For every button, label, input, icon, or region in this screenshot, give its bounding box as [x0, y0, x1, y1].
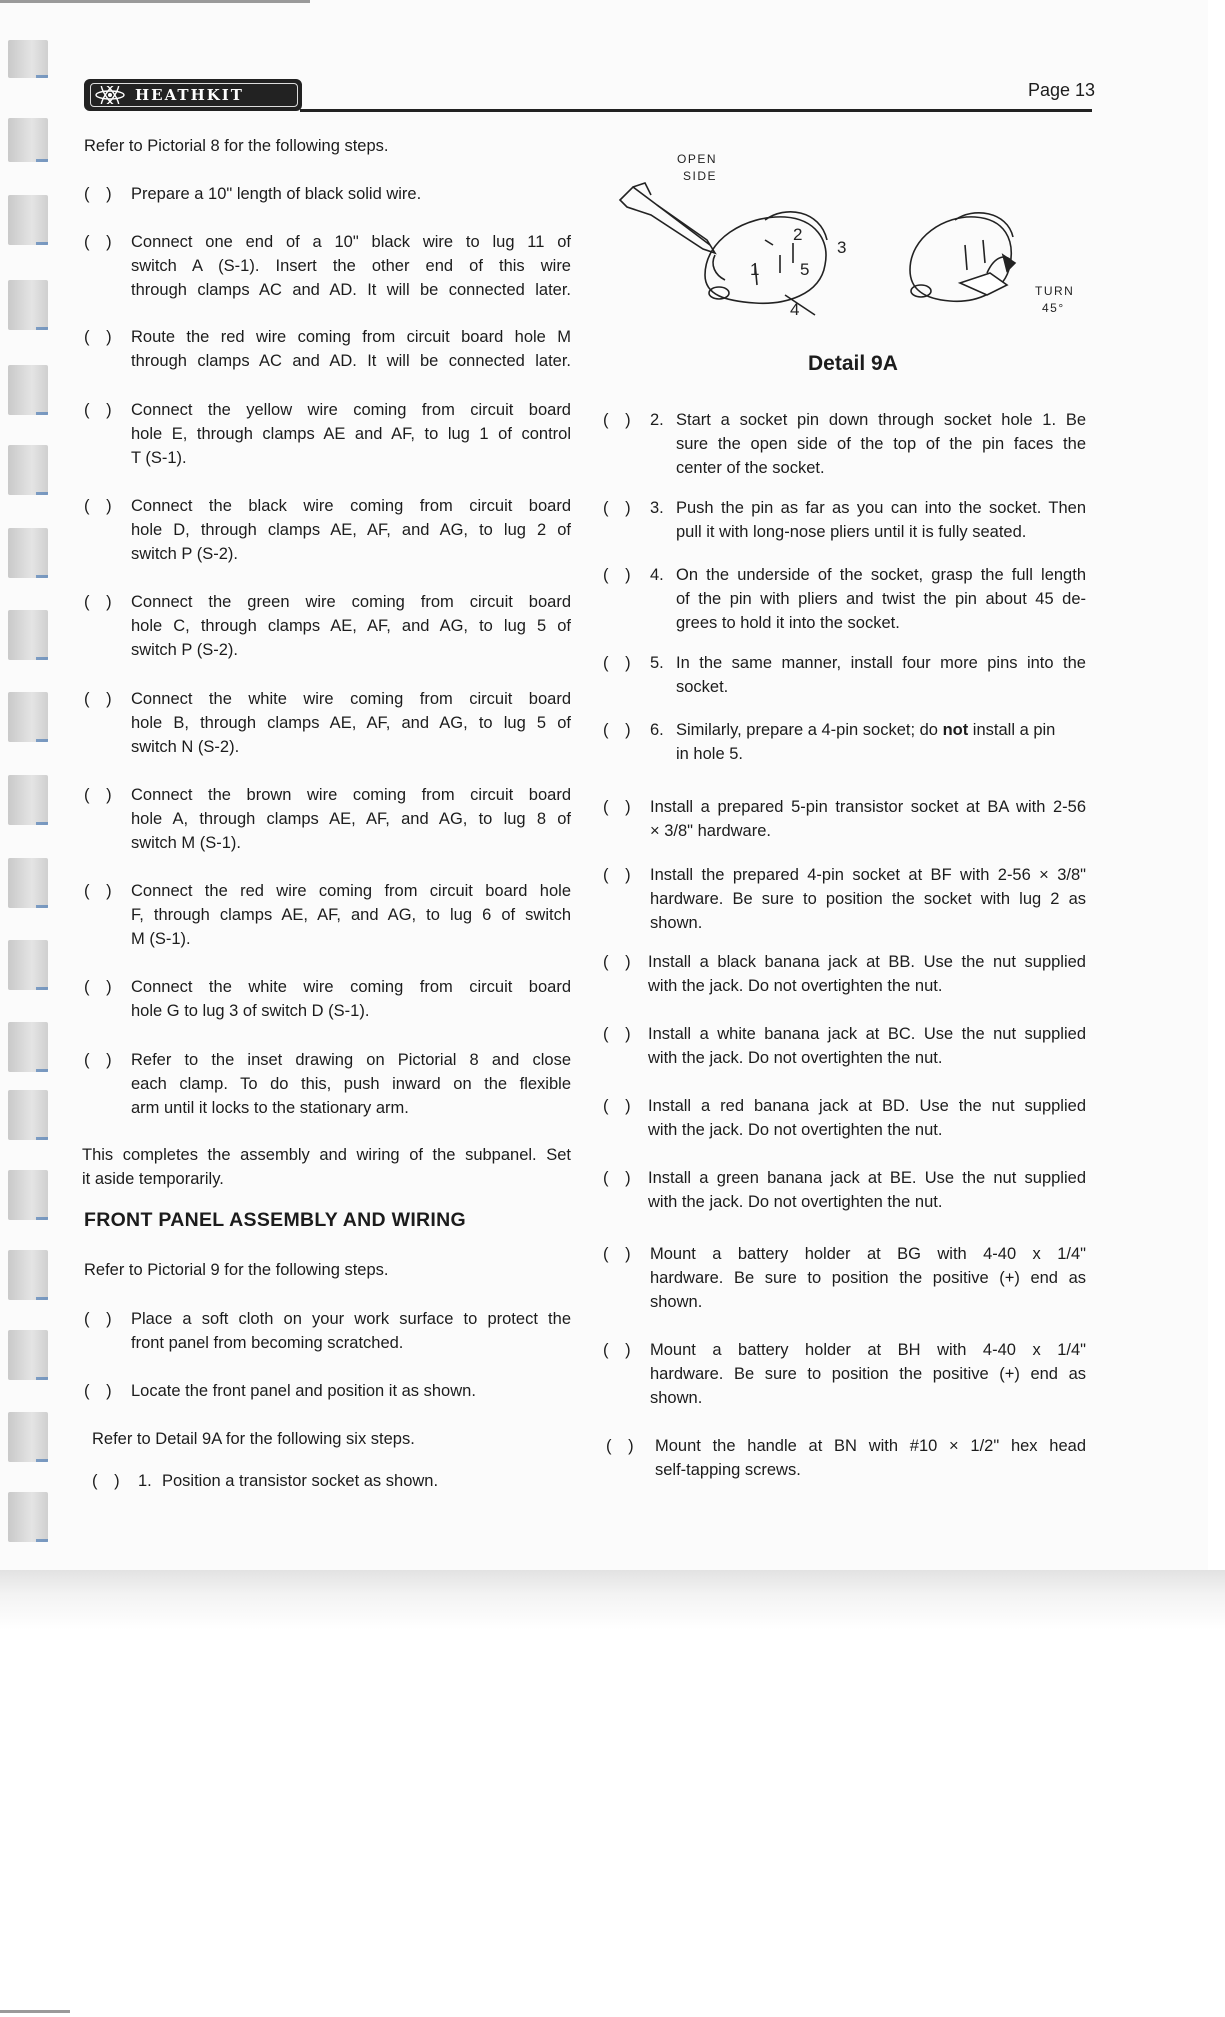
figure-pin-label: 2: [793, 225, 804, 244]
logo-frame: [90, 83, 298, 107]
step-text: with the jack. Do not overtighten the nut.: [648, 1121, 943, 1139]
step-text: Connect one end of a 10" black wire to lug 11 of: [131, 233, 571, 251]
step-text: socket.: [676, 678, 729, 696]
step-number: 6.: [650, 721, 664, 739]
step-text: switch N (S-2).: [131, 738, 240, 756]
step-text: Install the prepared 4-pin socket at BF with 2-56 × 3/8": [650, 866, 1086, 884]
step-text: with the jack. Do not overtighten the nut.: [648, 1049, 943, 1067]
step-text: Connect the red wire coming from circuit board hole: [131, 882, 571, 900]
figure-label-open: OPEN: [677, 152, 718, 166]
punch-hole: [8, 775, 48, 825]
step-text: each clamp. To do this, push inward on the flexible: [131, 1075, 571, 1093]
closing-text: it aside temporarily.: [82, 1170, 224, 1188]
step-text: pull it with long-nose pliers until it is fully seated.: [676, 523, 1027, 541]
checkbox[interactable]: ( ): [84, 1051, 118, 1069]
step-text: switch P (S-2).: [131, 641, 238, 659]
figure-title: Detail 9A: [808, 352, 898, 375]
checkbox[interactable]: ( ): [603, 411, 637, 429]
step-text: Push the pin as far as you can into the socket. Then: [676, 499, 1086, 517]
checkbox[interactable]: ( ): [84, 882, 118, 900]
step-text: self-tapping screws.: [655, 1461, 801, 1479]
step-text: through clamps AC and AD. It will be connected later.: [131, 281, 571, 299]
header-rule: [300, 109, 1092, 112]
punch-hole: [8, 528, 48, 578]
step-text: Locate the front panel and position it as shown.: [131, 1382, 476, 1400]
step-text: T (S-1).: [131, 449, 187, 467]
checkbox[interactable]: ( ): [603, 866, 637, 884]
checkbox[interactable]: ( ): [603, 953, 637, 971]
punch-hole: [8, 1090, 48, 1140]
punch-hole: [8, 610, 48, 660]
page-bottom-shadow: [0, 1570, 1225, 1630]
checkbox[interactable]: ( ): [603, 1245, 637, 1263]
step-text: with the jack. Do not overtighten the nut.: [648, 1193, 943, 1211]
checkbox[interactable]: ( ): [603, 1341, 637, 1359]
step-text: On the underside of the socket, grasp the full length: [676, 566, 1086, 584]
step-text: through clamps AC and AD. It will be connected later.: [131, 352, 571, 370]
figure-pin-label: 3: [837, 238, 848, 257]
figure-pin-label: 4: [790, 300, 801, 319]
step-text: hardware. Be sure to position the positive (+) end as: [650, 1365, 1086, 1383]
step-text: hole A, through clamps AE, AF, and AG, to lug 8 of: [131, 810, 571, 828]
step-text: Route the red wire coming from circuit board hole M: [131, 328, 571, 346]
punch-hole: [8, 280, 48, 330]
step-text: center of the socket.: [676, 459, 825, 477]
punch-hole: [8, 1170, 48, 1220]
step-text: front panel from becoming scratched.: [131, 1334, 404, 1352]
checkbox[interactable]: ( ): [84, 233, 118, 251]
step-text: × 3/8" hardware.: [650, 822, 771, 840]
step-text: Install a black banana jack at BB. Use the nut supplied: [648, 953, 1086, 971]
punch-hole: [8, 195, 48, 245]
socket-pin-drawing: [620, 183, 1015, 315]
step-text-bold: not: [942, 721, 969, 739]
step-text: Connect the green wire coming from circuit board: [131, 593, 571, 611]
step-text: with the jack. Do not overtighten the nut.: [648, 977, 943, 995]
step-text: Mount a battery holder at BG with 4-40 x 1/4": [650, 1245, 1086, 1263]
checkbox[interactable]: ( ): [603, 721, 637, 739]
step-text: M (S-1).: [131, 930, 191, 948]
punch-hole: [8, 40, 48, 78]
punch-hole: [8, 1330, 48, 1380]
figure-pin-label: 1: [750, 260, 761, 279]
punch-hole: [8, 365, 48, 415]
section-heading: FRONT PANEL ASSEMBLY AND WIRING: [84, 1209, 466, 1231]
step-text: Prepare a 10" length of black solid wire.: [131, 185, 422, 203]
figure-label-side: SIDE: [683, 169, 718, 183]
checkbox[interactable]: ( ): [92, 1472, 126, 1490]
step-text: Connect the white wire coming from circuit board: [131, 690, 571, 708]
step-text: Position a transistor socket as shown.: [162, 1472, 439, 1490]
checkbox[interactable]: ( ): [84, 690, 118, 708]
step-number: 3.: [650, 499, 664, 517]
checkbox[interactable]: ( ): [84, 1310, 118, 1328]
step-text: Place a soft cloth on your work surface to protect the: [131, 1310, 571, 1328]
detail-9a-figure: [615, 145, 1095, 345]
punch-hole: [8, 940, 48, 990]
step-text: Refer to the inset drawing on Pictorial 8 and close: [131, 1051, 571, 1069]
step-text-part: install a pin: [968, 721, 1056, 739]
punch-hole: [8, 1022, 48, 1072]
step-text: Start a socket pin down through socket hole 1. Be: [676, 411, 1086, 429]
logo-text: HEATHKIT: [135, 86, 244, 104]
top-edge-rule: [0, 0, 310, 3]
checkbox[interactable]: ( ): [84, 593, 118, 611]
step-text: shown.: [650, 1389, 703, 1407]
step-text-part: Similarly, prepare a 4-pin socket; do: [676, 721, 943, 739]
step-text: [676, 718, 1086, 742]
checkbox[interactable]: ( ): [603, 566, 637, 584]
step-text: Connect the brown wire coming from circuit board: [131, 786, 571, 804]
figure-pin-label: 5: [800, 260, 811, 279]
step-text: shown.: [650, 914, 703, 932]
punch-hole: [8, 445, 48, 495]
step-text: Connect the yellow wire coming from circuit board: [131, 401, 571, 419]
step-text: Install a red banana jack at BD. Use the nut supplied: [648, 1097, 1086, 1115]
step-number: 5.: [650, 654, 664, 672]
step-text: hole G to lug 3 of switch D (S-1).: [131, 1002, 370, 1020]
figure-label-angle: 45°: [1042, 301, 1065, 315]
checkbox[interactable]: ( ): [603, 798, 637, 816]
step-text: In the same manner, install four more pins into the: [676, 654, 1086, 672]
step-text: Install a green banana jack at BE. Use the nut supplied: [648, 1169, 1086, 1187]
step-text: switch A (S-1). Insert the other end of this wire: [131, 257, 571, 275]
checkbox[interactable]: ( ): [84, 1382, 118, 1400]
step-text: shown.: [650, 1293, 703, 1311]
step-text: Mount the handle at BN with #10 × 1/2" hex head: [655, 1437, 1086, 1455]
punch-hole: [8, 118, 48, 162]
step-number: 1.: [138, 1472, 152, 1490]
step-text: hardware. Be sure to position the positive (+) end as: [650, 1269, 1086, 1287]
page-number: Page 13: [1028, 80, 1096, 100]
step-text: switch P (S-2).: [131, 545, 238, 563]
section-intro: Refer to Pictorial 9 for the following steps.: [84, 1261, 389, 1279]
step-text: Connect the black wire coming from circuit board: [131, 497, 571, 515]
step-text: of the pin with pliers and twist the pin about 45 de-: [676, 590, 1086, 608]
figure-label-turn: TURN: [1035, 284, 1075, 298]
step-text: Install a white banana jack at BC. Use the nut supplied: [648, 1025, 1086, 1043]
step-text: F, through clamps AE, AF, and AG, to lug 6 of switch: [131, 906, 571, 924]
step-text: hole D, through clamps AE, AF, and AG, to lug 2 of: [131, 521, 571, 539]
step-text: in hole 5.: [676, 745, 743, 763]
step-text: Install a prepared 5-pin transistor socket at BA with 2-56: [650, 798, 1086, 816]
step-text: switch M (S-1).: [131, 834, 242, 852]
step-number: 4.: [650, 566, 664, 584]
checkbox[interactable]: ( ): [603, 1097, 637, 1115]
punch-hole: [8, 858, 48, 908]
closing-text: This completes the assembly and wiring of the subpanel. Set: [82, 1146, 571, 1164]
step-text: grees to hold it into the socket.: [676, 614, 900, 632]
step-number: 2.: [650, 411, 664, 429]
heathkit-logo: [84, 79, 302, 111]
checkbox[interactable]: ( ): [84, 786, 118, 804]
detail-intro: Refer to Detail 9A for the following six steps.: [92, 1430, 415, 1448]
atom-logo-icon: [91, 86, 129, 104]
punch-hole: [8, 1492, 48, 1542]
checkbox[interactable]: ( ): [84, 401, 118, 419]
checkbox[interactable]: ( ): [603, 499, 637, 517]
step-text: sure the open side of the top of the pin faces the: [676, 435, 1086, 453]
checkbox[interactable]: ( ): [606, 1437, 640, 1455]
checkbox[interactable]: ( ): [84, 185, 118, 203]
step-text: arm until it locks to the stationary arm.: [131, 1099, 409, 1117]
checkbox[interactable]: ( ): [84, 328, 118, 346]
punch-hole: [8, 1250, 48, 1300]
bottom-edge-rule: [0, 2010, 70, 2013]
checkbox[interactable]: ( ): [603, 1025, 637, 1043]
step-text: Mount a battery holder at BH with 4-40 x 1/4": [650, 1341, 1086, 1359]
step-text: hole B, through clamps AE, AF, and AG, to lug 5 of: [131, 714, 571, 732]
checkbox[interactable]: ( ): [84, 978, 118, 996]
checkbox[interactable]: ( ): [603, 1169, 637, 1187]
step-text: hole E, through clamps AE and AF, to lug 1 of control: [131, 425, 571, 443]
punch-hole: [8, 1412, 48, 1462]
checkbox[interactable]: ( ): [84, 497, 118, 515]
step-text: hole C, through clamps AE, AF, and AG, to lug 5 of: [131, 617, 571, 635]
step-text: hardware. Be sure to position the socket with lug 2 as: [650, 890, 1086, 908]
checkbox[interactable]: ( ): [603, 654, 637, 672]
punch-hole: [8, 692, 48, 742]
step-text: Connect the white wire coming from circuit board: [131, 978, 571, 996]
intro-text: Refer to Pictorial 8 for the following steps.: [84, 137, 389, 155]
